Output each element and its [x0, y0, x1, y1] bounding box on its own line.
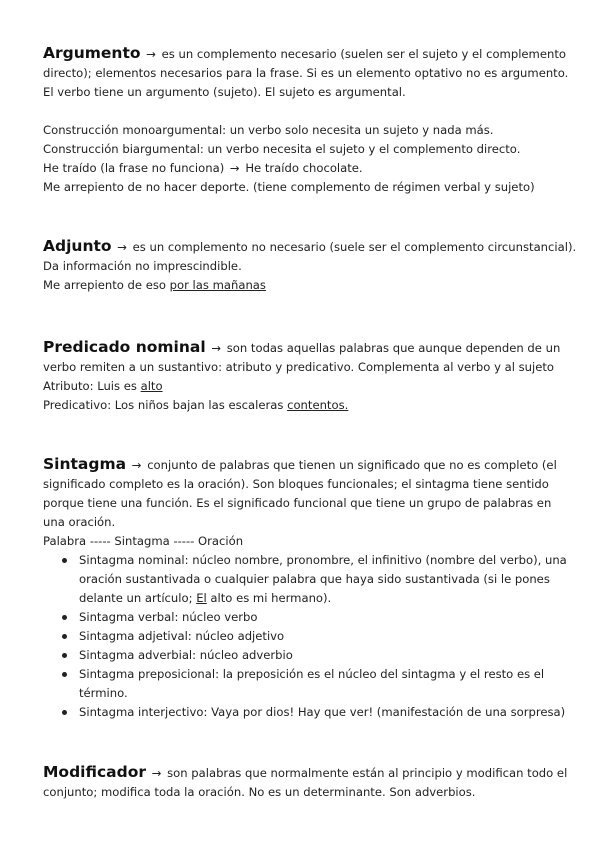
sintagma-definition-line	[43, 455, 563, 475]
section-argumento	[43, 44, 569, 197]
sintagma-hierarchy: Palabra ----- Sintagma ----- Oración	[43, 534, 244, 548]
modificador-def-2: conjunto; modifica toda la oración. No es un determinante. Son adverbios.	[43, 785, 476, 799]
preposicional-line-2: término.	[79, 686, 128, 700]
nominal-line-3-suffix: alto es mi hermano).	[206, 591, 332, 605]
predicativo-example	[43, 396, 563, 415]
sintagma-def-3: porque tiene una función. Es el significado funcional que tiene un grupo de palabras en	[43, 496, 552, 510]
adjetival-line: Sintagma adjetival: núcleo adjetivo	[79, 629, 285, 643]
argumento-term: Argumento	[43, 44, 141, 62]
nominal-line-1: Sintagma nominal: núcleo nombre, pronombre, el infinitivo (nombre del verbo), una	[79, 553, 567, 567]
modificador-def-1: son palabras que normalmente están al principio y modifican todo el	[167, 766, 568, 780]
atributo-underlined: alto	[140, 379, 163, 393]
nominal-line-3	[79, 589, 563, 608]
section-sintagma	[43, 455, 567, 722]
section-modificador	[43, 763, 568, 802]
predicado-def-1: son todas aquellas palabras que aunque dependen de un	[226, 341, 561, 355]
modificador-term: Modificador	[43, 763, 147, 781]
list-item	[43, 627, 563, 646]
atributo-example	[43, 377, 563, 396]
atributo-prefix: Atributo: Luis es	[43, 379, 141, 393]
predicativo-prefix: Predicativo: Los niños bajan las escaleras	[43, 398, 288, 412]
argumento-example-3a: He traído (la frase no funciona)	[43, 161, 225, 175]
sintagma-def-4: una oración.	[43, 515, 116, 529]
arrow-icon: →	[211, 341, 222, 355]
arrow-icon: →	[117, 240, 127, 254]
modificador-definition-line	[43, 763, 568, 783]
arrow-icon: →	[229, 161, 240, 175]
nominal-line-2: oración sustantivada o cualquier palabra que haya sido sustantivada (si le pones	[79, 572, 550, 586]
nominal-line-3-underlined: El	[196, 591, 207, 605]
nominal-line-3-prefix: delante un artículo;	[79, 591, 197, 605]
argumento-def-1: es un complemento necesario (suelen ser el sujeto y el complemento	[161, 47, 566, 61]
list-item	[43, 665, 563, 703]
verbal-line: Sintagma verbal: núcleo verbo	[79, 610, 258, 624]
arrow-icon: →	[151, 766, 162, 780]
adjunto-definition-line	[43, 237, 577, 257]
predicado-term: Predicado nominal	[43, 338, 206, 356]
section-predicado-nominal	[43, 338, 563, 415]
adjunto-def-2: Da información no imprescindible.	[43, 259, 242, 273]
adjunto-def-1: es un complemento no necesario (suele ser el complemento circunstancial).	[132, 240, 577, 254]
sintagma-def-1: conjunto de palabras que tienen un significado que no es completo (el	[147, 458, 557, 472]
list-item	[43, 551, 567, 608]
argumento-def-3: El verbo tiene un argumento (sujeto). El sujeto es argumental.	[43, 85, 406, 99]
argumento-example-4: Me arrepiento de no hacer deporte. (tiene complemento de régimen verbal y sujeto)	[43, 180, 535, 194]
predicado-def-2: verbo remiten a un sustantivo: atributo y predicativo. Complementa al verbo y al sujeto	[43, 360, 555, 374]
argumento-def-2: directo); elementos necesarios para la frase. Si es un elemento optativo no es argumento.	[43, 66, 569, 80]
list-item	[43, 703, 566, 722]
adjunto-example-underlined: por las mañanas	[169, 278, 266, 292]
adjunto-example	[43, 276, 563, 295]
sintagma-term: Sintagma	[43, 455, 127, 473]
arrow-icon: →	[146, 47, 156, 61]
argumento-example-3b: He traído chocolate.	[245, 161, 363, 175]
sintagma-types-list	[43, 551, 567, 722]
preposicional-line-1: Sintagma preposicional: la preposición es el núcleo del sintagma y el resto es el	[79, 667, 545, 681]
argumento-example-1: Construcción monoargumental: un verbo solo necesita un sujeto y nada más.	[43, 123, 494, 137]
arrow-icon: →	[131, 458, 142, 472]
list-item	[43, 646, 563, 665]
adjunto-term: Adjunto	[43, 237, 112, 255]
adverbial-line: Sintagma adverbial: núcleo adverbio	[79, 648, 293, 662]
list-item	[43, 608, 563, 627]
predicado-definition-line	[43, 338, 563, 358]
section-adjunto	[43, 237, 577, 295]
interjectivo-line: Sintagma interjectivo: Vaya por dios! Hay que ver! (manifestación de una sorpresa)	[79, 705, 566, 719]
predicativo-underlined: contentos.	[287, 398, 349, 412]
sintagma-def-2: significado completo es la oración). Son bloques funcionales; el sintagma tiene sentido	[43, 477, 549, 491]
argumento-definition-line	[43, 44, 566, 64]
adjunto-example-prefix: Me arrepiento de eso	[43, 278, 170, 292]
argumento-example-2: Construcción biargumental: un verbo necesita el sujeto y el complemento directo.	[43, 142, 521, 156]
argumento-example-3	[43, 159, 563, 178]
